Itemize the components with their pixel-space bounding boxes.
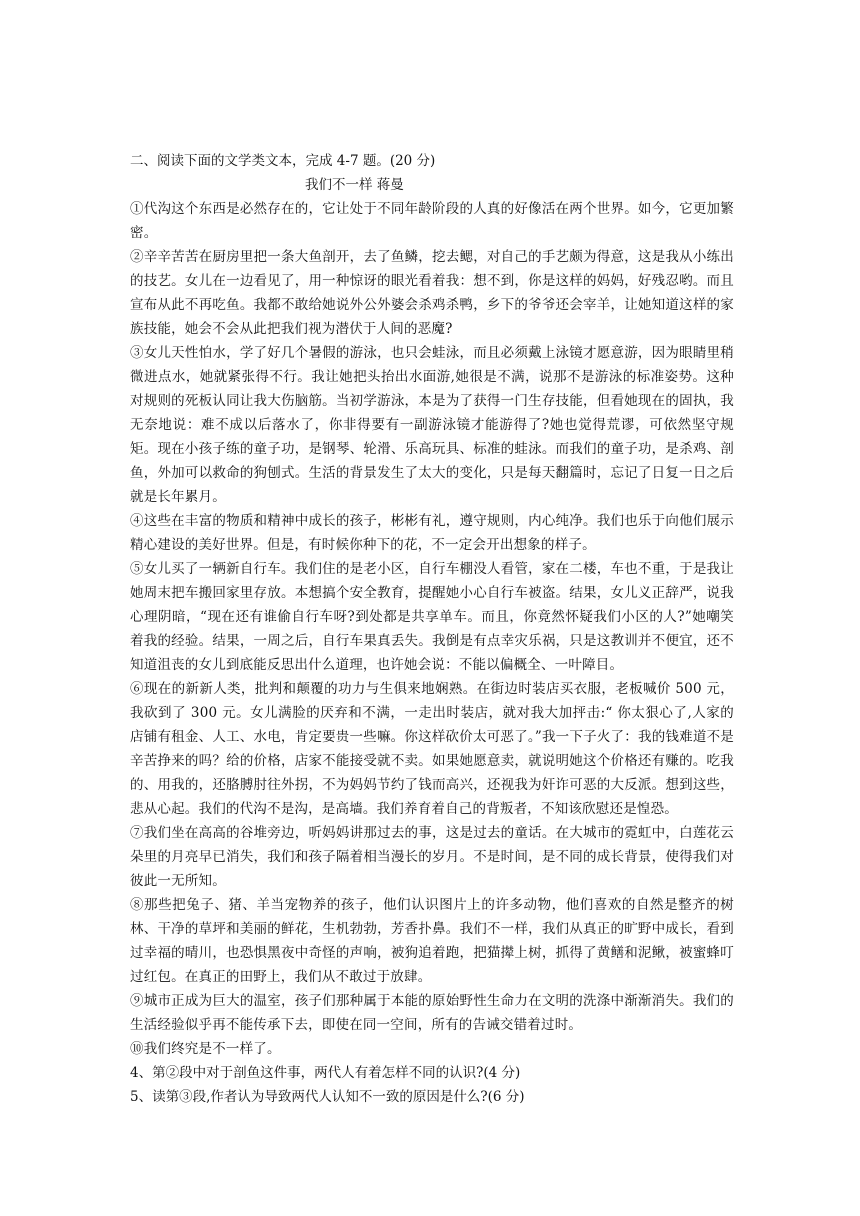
paragraph-6: ⑥现在的新新人类，批判和颠覆的功力与生俱来地娴熟。在街边时装店买衣服，老板喊价 500 元，我砍到了 300 元。女儿满脸的厌弃和不满，一走出时装店，就对我大加抨击:“ 你太狠心了,人家的店铺有租金、人工、水电，肯定要贵一些嘛。你这样砍价太可恶了。”我一下子火了：我的钱难道不是辛苦挣来的吗？给的价格，店家不能接受就不卖。如果她愿意卖，就说明她这个价格还有赚的。吃我的、用我的，还胳膊肘往外拐，不为妈妈节约了钱而高兴，还视我为奸诈可恶的大反派。想到这些，悲从心起。我们的代沟不是沟，是高墙。我们养育着自己的背叛者，不知该欣慰还是惶恐。	[130, 681, 734, 817]
paragraph-9: ⑨城市正成为巨大的温室，孩子们那种属于本能的原始野性生命力在文明的洗涤中渐渐消失。我们的生活经验似乎再不能传承下去，即使在同一空间，所有的告诫交错着过时。	[130, 993, 734, 1033]
question-5: 5、读第③段,作者认为导致两代人认知不一致的原因是什么?(6 分)	[130, 1089, 525, 1105]
paragraph-10: ⑩我们终究是不一样了。	[130, 1041, 281, 1057]
section-heading: 二、阅读下面的文学类文本，完成 4-7 题。(20 分)	[130, 153, 436, 169]
question-4: 4、第②段中对于剖鱼这件事，两代人有着怎样不同的认识?(4 分)	[130, 1065, 521, 1081]
paragraph-5: ⑤女儿买了一辆新自行车。我们住的是老小区，自行车棚没人看管，家在二楼，车也不重，于是我让她周末把车搬回家里存放。本想搞个安全教育，提醒她小心自行车被盗。结果，女儿义正辞严，说我心理阴暗，“现在还有谁偷自行车呀?到处都是共享单车。而且，你竟然怀疑我们小区的人?”她嘲笑着我的经验。结果，一周之后，自行车果真丢失。我倒是有点幸灾乐祸，只是这教训并不便宜，还不知道沮丧的女儿到底能反思出什么道理，也许她会说：不能以偏概全、一叶障目。	[130, 561, 734, 673]
document-page	[130, 149, 734, 1109]
article-title: 我们不一样 蒋曼	[305, 177, 404, 193]
paragraph-7: ⑦我们坐在高高的谷堆旁边，听妈妈讲那过去的事，这是过去的童话。在大城市的霓虹中，白莲花云朵里的月亮早已消失，我们和孩子隔着相当漫长的岁月。不是时间，是不同的成长背景，使得我们对彼此一无所知。	[130, 825, 734, 889]
paragraph-8: ⑧那些把兔子、猪、羊当宠物养的孩子，他们认识图片上的许多动物，他们喜欢的自然是整齐的树林、干净的草坪和美丽的鲜花，生机勃勃，芳香扑鼻。我们不一样，我们从真正的旷野中成长，看到过幸福的晴川，也恐惧黑夜中奇怪的声响，被狗追着跑，把猫撵上树，抓得了黄鳝和泥鳅，被蜜蜂叮过红包。在真正的田野上，我们从不敢过于放肆。	[130, 897, 734, 985]
paragraph-1: ①代沟这个东西是必然存在的，它让处于不同年龄阶段的人真的好像活在两个世界。如今，它更加繁密。	[130, 201, 734, 241]
paragraph-2: ②辛辛苦苦在厨房里把一条大鱼剖开，去了鱼鳞，挖去鳃，对自己的手艺颇为得意，这是我从小练出的技艺。女儿在一边看见了，用一种惊讶的眼光看着我：想不到，你是这样的妈妈，好残忍哟。而且宣布从此不再吃鱼。我都不敢给她说外公外婆会杀鸡杀鸭，乡下的爷爷还会宰羊，让她知道这样的家族技能，她会不会从此把我们视为潜伏于人间的恶魔?	[130, 249, 734, 337]
paragraph-4: ④这些在丰富的物质和精神中成长的孩子，彬彬有礼，遵守规则，内心纯净。我们也乐于向他们展示精心建设的美好世界。但是，有时候你种下的花，不一定会开出想象的样子。	[130, 513, 734, 553]
paragraph-3: ③女儿天性怕水，学了好几个暑假的游泳，也只会蛙泳，而且必须戴上泳镜才愿意游，因为眼睛里稍微进点水，她就紧张得不行。我让她把头抬出水面游,她很是不满，说那不是游泳的标准姿势。这种对规则的死板认同让我大伤脑筋。当初学游泳，本是为了获得一门生存技能，但看她现在的固执，我无奈地说：难不成以后落水了，你非得要有一副游泳镜才能游得了?她也觉得荒谬，可依然坚守规矩。现在小孩子练的童子功，是钢琴、轮滑、乐高玩具、标准的蛙泳。而我们的童子功，是杀鸡、剖鱼，外加可以救命的狗刨式。生活的背景发生了太大的变化，只是每天翻篇时，忘记了日复一日之后就是长年累月。	[130, 345, 734, 505]
